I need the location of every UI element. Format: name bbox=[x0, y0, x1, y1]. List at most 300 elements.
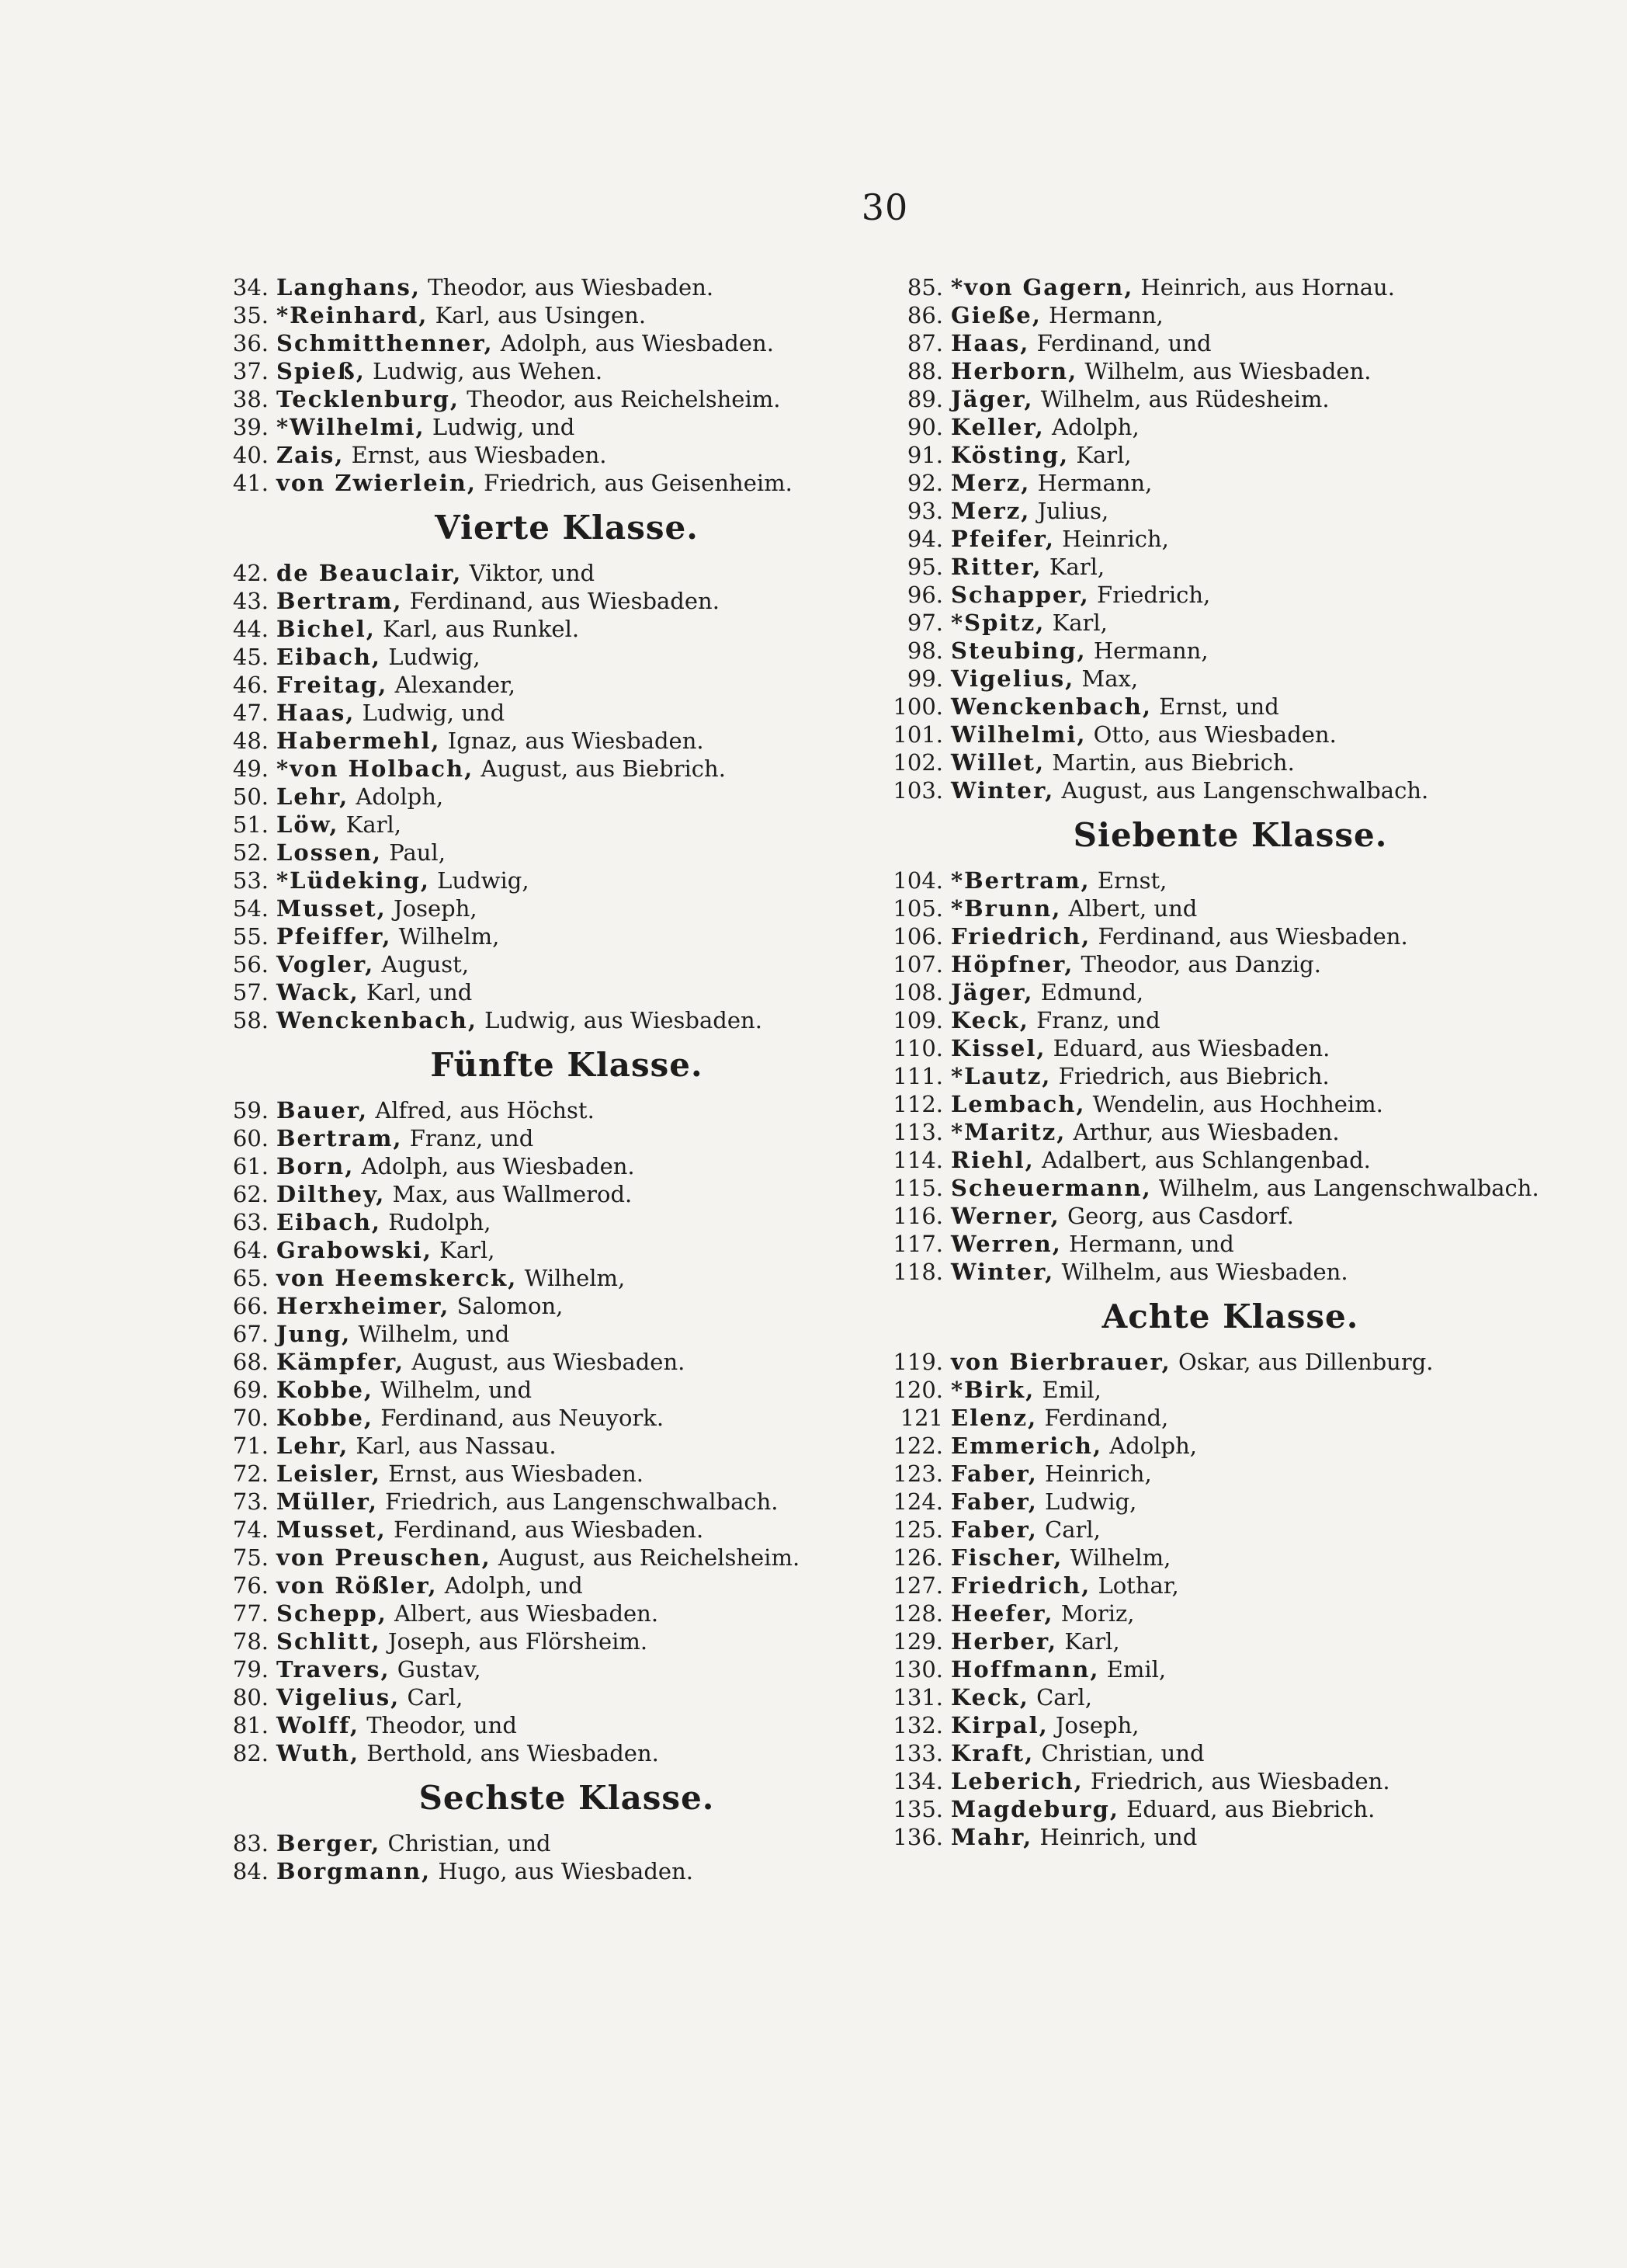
entry-number: 113. bbox=[893, 1119, 943, 1145]
student-entry bbox=[225, 1432, 908, 1460]
student-entry bbox=[225, 1096, 908, 1124]
entry-number: 77. bbox=[232, 1600, 269, 1627]
student-entry bbox=[225, 1320, 908, 1348]
entry-number: 108. bbox=[893, 979, 943, 1005]
student-entry bbox=[889, 1090, 1572, 1118]
student-details: Adalbert, aus Schlangenbad. bbox=[1034, 1147, 1371, 1173]
student-surname: Scheuermann, bbox=[951, 1175, 1152, 1201]
student-details: Wilhelm, aus Rüdesheim. bbox=[1033, 386, 1330, 412]
student-entry bbox=[225, 1599, 908, 1627]
entry-number: 64. bbox=[232, 1237, 269, 1263]
student-details: Karl, bbox=[1057, 1628, 1120, 1655]
student-surname: Bertram, bbox=[276, 588, 403, 614]
student-entry bbox=[225, 727, 908, 755]
student-entry bbox=[225, 839, 908, 867]
entry-number: 97. bbox=[907, 610, 943, 636]
student-surname: Tecklenburg, bbox=[276, 386, 460, 412]
student-surname: Keck, bbox=[951, 1007, 1029, 1033]
student-surname: Bertram, bbox=[276, 1125, 403, 1151]
entry-number: 72. bbox=[232, 1460, 269, 1487]
student-details: Hugo, aus Wiesbaden. bbox=[431, 1858, 693, 1884]
student-surname: Faber, bbox=[951, 1516, 1038, 1543]
student-surname: Eibach, bbox=[276, 644, 382, 670]
student-entry bbox=[889, 553, 1572, 581]
student-entry bbox=[889, 637, 1572, 665]
student-entry bbox=[225, 978, 908, 1006]
entry-number: 56. bbox=[232, 951, 269, 978]
student-surname: Leberich, bbox=[951, 1768, 1084, 1794]
student-details: Lothar, bbox=[1091, 1572, 1179, 1599]
student-details: Ferdinand, bbox=[1037, 1405, 1169, 1431]
student-details: Otto, aus Wiesbaden. bbox=[1086, 721, 1337, 748]
student-details: Ferdinand, aus Wiesbaden. bbox=[386, 1516, 704, 1543]
entry-number: 38. bbox=[232, 386, 269, 412]
entry-number: 127. bbox=[893, 1572, 943, 1599]
entry-number: 119. bbox=[893, 1349, 943, 1375]
entry-number: 128. bbox=[893, 1600, 943, 1627]
student-entry bbox=[889, 497, 1572, 525]
student-details: Oskar, aus Dillenburg. bbox=[1171, 1349, 1434, 1375]
entry-number: 51. bbox=[232, 811, 269, 838]
entry-number: 81. bbox=[232, 1712, 269, 1738]
student-entry bbox=[889, 1146, 1572, 1174]
student-details: August, aus Wiesbaden. bbox=[404, 1349, 685, 1375]
entry-number: 107. bbox=[893, 951, 943, 978]
student-details: Hermann, und bbox=[1061, 1231, 1234, 1257]
entry-number: 74. bbox=[232, 1516, 269, 1543]
entry-number: 123. bbox=[893, 1460, 943, 1487]
student-entry bbox=[889, 1599, 1572, 1627]
student-entry bbox=[225, 894, 908, 922]
student-entry bbox=[889, 1202, 1572, 1230]
student-entry bbox=[889, 329, 1572, 357]
entry-number: 86. bbox=[907, 302, 943, 328]
entry-number: 95. bbox=[907, 554, 943, 580]
student-entry bbox=[889, 665, 1572, 693]
student-surname: Keller, bbox=[951, 414, 1045, 440]
entry-number: 68. bbox=[232, 1349, 269, 1375]
student-entry bbox=[889, 1460, 1572, 1488]
student-details: Eduard, aus Wiesbaden. bbox=[1046, 1035, 1330, 1061]
entry-number: 39. bbox=[232, 414, 269, 440]
entry-number: 114. bbox=[893, 1147, 943, 1173]
student-entry bbox=[889, 609, 1572, 637]
entry-number: 67. bbox=[232, 1321, 269, 1347]
entry-number: 116. bbox=[893, 1203, 943, 1229]
student-details: Ludwig, aus Wiesbaden. bbox=[477, 1007, 762, 1033]
student-entry bbox=[889, 1006, 1572, 1034]
student-details: Ernst, aus Wiesbaden. bbox=[380, 1460, 644, 1487]
student-entry bbox=[889, 748, 1572, 776]
entry-number: 89. bbox=[907, 386, 943, 412]
student-details: Franz, und bbox=[1029, 1007, 1160, 1033]
student-surname: Borgmann, bbox=[276, 1858, 432, 1884]
student-entry bbox=[225, 329, 908, 357]
student-surname: de Beauclair, bbox=[276, 560, 463, 586]
right-column bbox=[889, 273, 1572, 1851]
student-details: Ludwig, bbox=[381, 644, 480, 670]
student-surname: Mahr, bbox=[951, 1824, 1033, 1850]
student-surname: Lehr, bbox=[276, 1433, 349, 1459]
student-entry bbox=[889, 1767, 1572, 1795]
student-details: Adolph, bbox=[1044, 414, 1140, 440]
entry-number: 55. bbox=[232, 923, 269, 950]
student-entry bbox=[225, 273, 908, 301]
student-details: Edmund, bbox=[1033, 979, 1144, 1005]
student-entry bbox=[889, 1627, 1572, 1655]
student-entry bbox=[889, 950, 1572, 978]
entry-number: 40. bbox=[232, 442, 269, 468]
student-details: Wilhelm, aus Wiesbaden. bbox=[1054, 1259, 1348, 1285]
student-details: Karl, aus Runkel. bbox=[375, 616, 580, 642]
entry-number: 104. bbox=[893, 867, 943, 894]
entry-number: 37. bbox=[232, 358, 269, 384]
student-surname: Berger, bbox=[276, 1830, 381, 1856]
student-surname: von Rößler, bbox=[276, 1572, 438, 1599]
student-surname: von Heemskerck, bbox=[276, 1265, 518, 1291]
student-entry bbox=[225, 469, 908, 497]
entry-number: 85. bbox=[907, 274, 943, 300]
student-entry bbox=[225, 615, 908, 643]
entry-number: 90. bbox=[907, 414, 943, 440]
student-surname: *Wilhelmi, bbox=[276, 414, 425, 440]
student-details: Franz, und bbox=[402, 1125, 534, 1151]
page-number: 30 bbox=[861, 186, 909, 228]
student-surname: Kobbe, bbox=[276, 1377, 374, 1403]
student-entry bbox=[225, 1404, 908, 1432]
student-entry bbox=[225, 1857, 908, 1885]
student-details: Karl, bbox=[1045, 610, 1108, 636]
entry-number: 49. bbox=[232, 755, 269, 782]
student-entry bbox=[225, 357, 908, 385]
student-details: Karl, bbox=[1069, 442, 1132, 468]
student-surname: Kraft, bbox=[951, 1740, 1035, 1766]
student-surname: Heefer, bbox=[951, 1600, 1054, 1627]
student-details: Karl, und bbox=[359, 979, 473, 1005]
student-surname: Zais, bbox=[276, 442, 345, 468]
student-entry bbox=[889, 867, 1572, 894]
student-surname: Fischer, bbox=[951, 1544, 1063, 1571]
student-surname: Leisler, bbox=[276, 1460, 381, 1487]
student-entry bbox=[889, 776, 1572, 804]
entry-number: 34. bbox=[232, 274, 269, 300]
entry-number: 98. bbox=[907, 637, 943, 664]
entry-number: 131. bbox=[893, 1684, 943, 1711]
student-surname: *Lüdeking, bbox=[276, 867, 430, 894]
student-details: Friedrich, aus Langenschwalbach. bbox=[377, 1488, 779, 1515]
student-surname: Vogler, bbox=[276, 951, 375, 978]
student-details: Emil, bbox=[1099, 1656, 1167, 1683]
student-surname: Bauer, bbox=[276, 1097, 369, 1124]
student-surname: *Lautz, bbox=[951, 1063, 1052, 1089]
student-entry bbox=[889, 1034, 1572, 1062]
entry-number: 83. bbox=[232, 1830, 269, 1856]
student-entry bbox=[889, 721, 1572, 748]
student-entry bbox=[225, 1488, 908, 1516]
student-entry bbox=[225, 1208, 908, 1236]
student-entry bbox=[225, 559, 908, 587]
entry-number: 136. bbox=[893, 1824, 943, 1850]
student-entry bbox=[225, 1655, 908, 1683]
entry-number: 117. bbox=[893, 1231, 943, 1257]
student-surname: *von Gagern, bbox=[951, 274, 1134, 300]
student-surname: Faber, bbox=[951, 1488, 1038, 1515]
student-entry bbox=[225, 1711, 908, 1739]
student-details: Ludwig, bbox=[429, 867, 529, 894]
student-details: Friedrich, aus Wiesbaden. bbox=[1083, 1768, 1390, 1794]
student-details: Heinrich, bbox=[1054, 526, 1169, 552]
student-entry bbox=[889, 1655, 1572, 1683]
student-details: Theodor, aus Wiesbaden. bbox=[420, 274, 714, 300]
entry-number: 88. bbox=[907, 358, 943, 384]
student-surname: Löw, bbox=[276, 811, 339, 838]
student-entry bbox=[889, 978, 1572, 1006]
student-details: Ludwig, und bbox=[355, 700, 505, 726]
student-entry bbox=[889, 693, 1572, 721]
student-details: August, bbox=[374, 951, 470, 978]
student-surname: von Preuschen, bbox=[276, 1544, 491, 1571]
student-surname: Travers, bbox=[276, 1656, 390, 1683]
student-entry bbox=[889, 525, 1572, 553]
student-details: Theodor, aus Reichelsheim. bbox=[460, 386, 781, 412]
student-entry bbox=[889, 1572, 1572, 1599]
entry-number: 73. bbox=[232, 1488, 269, 1515]
student-entry bbox=[889, 1376, 1572, 1404]
student-entry bbox=[889, 1544, 1572, 1572]
entry-number: 60. bbox=[232, 1125, 269, 1151]
student-details: Max, aus Wallmerod. bbox=[385, 1181, 633, 1207]
student-details: Moriz, bbox=[1053, 1600, 1135, 1627]
student-details: Ignaz, aus Wiesbaden. bbox=[440, 728, 704, 754]
student-details: Theodor, und bbox=[359, 1712, 517, 1738]
student-surname: Jäger, bbox=[951, 386, 1034, 412]
student-surname: Keck, bbox=[951, 1684, 1029, 1711]
student-details: Karl, aus Nassau. bbox=[349, 1433, 557, 1459]
entry-number: 96. bbox=[907, 582, 943, 608]
student-surname: Emmerich, bbox=[951, 1433, 1103, 1459]
left-column bbox=[225, 273, 908, 1885]
student-details: August, aus Langenschwalbach. bbox=[1054, 777, 1429, 804]
entry-number: 35. bbox=[232, 302, 269, 328]
entry-number: 112. bbox=[893, 1091, 943, 1117]
student-entry bbox=[225, 1292, 908, 1320]
entry-number: 65. bbox=[232, 1265, 269, 1291]
student-entry bbox=[225, 587, 908, 615]
student-details: Julius, bbox=[1030, 498, 1109, 524]
student-surname: Jung, bbox=[276, 1321, 352, 1347]
student-details: Alexander, bbox=[387, 672, 515, 698]
student-surname: Werner, bbox=[951, 1203, 1060, 1229]
student-entry bbox=[225, 1683, 908, 1711]
entry-number: 75. bbox=[232, 1544, 269, 1571]
student-entry bbox=[889, 1230, 1572, 1258]
entry-number: 78. bbox=[232, 1628, 269, 1655]
student-entry bbox=[889, 413, 1572, 441]
student-details: Heinrich, aus Hornau. bbox=[1133, 274, 1395, 300]
entry-number: 66. bbox=[232, 1293, 269, 1319]
student-surname: Haas, bbox=[951, 330, 1030, 356]
student-details: August, aus Reichelsheim. bbox=[491, 1544, 800, 1571]
student-entry bbox=[225, 922, 908, 950]
entry-number: 134. bbox=[893, 1768, 943, 1794]
student-entry bbox=[889, 1062, 1572, 1090]
entry-number: 110. bbox=[893, 1035, 943, 1061]
student-entry bbox=[225, 1348, 908, 1376]
student-details: Wendelin, aus Hochheim. bbox=[1085, 1091, 1383, 1117]
student-surname: Lembach, bbox=[951, 1091, 1086, 1117]
student-details: Gustav, bbox=[390, 1656, 481, 1683]
class-heading: Fünfte Klasse. bbox=[430, 1046, 703, 1084]
entry-number: 63. bbox=[232, 1209, 269, 1235]
entry-number: 105. bbox=[893, 895, 943, 922]
student-details: Adolph, bbox=[1102, 1433, 1197, 1459]
entry-number: 41. bbox=[232, 470, 269, 496]
student-surname: Merz, bbox=[951, 470, 1031, 496]
student-entry bbox=[225, 950, 908, 978]
student-entry bbox=[225, 811, 908, 839]
entry-number: 54. bbox=[232, 895, 269, 922]
student-details: Paul, bbox=[382, 839, 446, 866]
student-details: Adolph, aus Wiesbaden. bbox=[354, 1153, 635, 1179]
entry-number: 111. bbox=[893, 1063, 943, 1089]
student-surname: Dilthey, bbox=[276, 1181, 386, 1207]
student-entry bbox=[225, 441, 908, 469]
entry-number: 93. bbox=[907, 498, 943, 524]
student-surname: Faber, bbox=[951, 1460, 1038, 1487]
student-surname: Steubing, bbox=[951, 637, 1087, 664]
entry-number: 43. bbox=[232, 588, 269, 614]
student-entry bbox=[225, 671, 908, 699]
entry-number: 125. bbox=[893, 1516, 943, 1543]
class-heading: Vierte Klasse. bbox=[435, 509, 699, 547]
student-details: Salomon, bbox=[449, 1293, 564, 1319]
student-details: Alfred, aus Höchst. bbox=[368, 1097, 595, 1124]
student-surname: Friedrich, bbox=[951, 1572, 1091, 1599]
student-details: Karl, bbox=[432, 1237, 495, 1263]
student-surname: Winter, bbox=[951, 777, 1055, 804]
student-surname: *Birk, bbox=[951, 1377, 1036, 1403]
student-entry bbox=[889, 385, 1572, 413]
student-surname: Wuth, bbox=[276, 1740, 360, 1766]
student-details: Ferdinand, aus Wiesbaden. bbox=[1091, 923, 1408, 950]
entry-number: 45. bbox=[232, 644, 269, 670]
student-details: Carl, bbox=[1029, 1684, 1092, 1711]
entry-number: 135. bbox=[893, 1796, 943, 1822]
student-details: Ernst, und bbox=[1151, 693, 1279, 720]
entry-number: 92. bbox=[907, 470, 943, 496]
student-entry bbox=[225, 1264, 908, 1292]
student-surname: Herborn, bbox=[951, 358, 1078, 384]
entry-number: 48. bbox=[232, 728, 269, 754]
student-surname: Müller, bbox=[276, 1488, 378, 1515]
student-entry bbox=[225, 1739, 908, 1767]
student-surname: Wilhelmi, bbox=[951, 721, 1087, 748]
entry-number: 36. bbox=[232, 330, 269, 356]
student-entry bbox=[225, 1829, 908, 1857]
student-surname: Winter, bbox=[951, 1259, 1055, 1285]
student-surname: Riehl, bbox=[951, 1147, 1035, 1173]
student-surname: Herber, bbox=[951, 1628, 1058, 1655]
student-surname: Musset, bbox=[276, 1516, 387, 1543]
student-surname: Hoffmann, bbox=[951, 1656, 1100, 1683]
student-details: Martin, aus Biebrich. bbox=[1045, 749, 1295, 776]
student-entry bbox=[889, 1711, 1572, 1739]
entry-number: 82. bbox=[232, 1740, 269, 1766]
student-surname: Langhans, bbox=[276, 274, 421, 300]
student-details: Albert, und bbox=[1061, 895, 1198, 922]
student-entry bbox=[225, 1124, 908, 1152]
student-details: Joseph, aus Flörsheim. bbox=[380, 1628, 648, 1655]
student-surname: Pfeiffer, bbox=[276, 923, 392, 950]
student-surname: Vigelius, bbox=[951, 665, 1075, 692]
student-entry bbox=[889, 1258, 1572, 1286]
student-surname: Kösting, bbox=[951, 442, 1070, 468]
entry-number: 129. bbox=[893, 1628, 943, 1655]
student-details: Wilhelm, bbox=[1063, 1544, 1171, 1571]
entry-number: 59. bbox=[232, 1097, 269, 1124]
entry-number: 61. bbox=[232, 1153, 269, 1179]
student-surname: Lehr, bbox=[276, 783, 349, 810]
student-surname: *Reinhard, bbox=[276, 302, 428, 328]
student-surname: Spieß, bbox=[276, 358, 366, 384]
student-entry bbox=[889, 1739, 1572, 1767]
entry-number: 124. bbox=[893, 1488, 943, 1515]
student-surname: Eibach, bbox=[276, 1209, 382, 1235]
student-entry bbox=[225, 867, 908, 894]
student-surname: Haas, bbox=[276, 700, 356, 726]
student-details: Georg, aus Casdorf. bbox=[1060, 1203, 1294, 1229]
entry-number: 69. bbox=[232, 1377, 269, 1403]
entry-number: 46. bbox=[232, 672, 269, 698]
student-details: Ernst, aus Wiesbaden. bbox=[344, 442, 607, 468]
entry-number: 102. bbox=[893, 749, 943, 776]
entry-number: 101. bbox=[893, 721, 943, 748]
student-surname: Kobbe, bbox=[276, 1405, 374, 1431]
student-surname: Elenz, bbox=[951, 1405, 1038, 1431]
student-surname: *Spitz, bbox=[951, 610, 1046, 636]
student-details: Carl, bbox=[400, 1684, 463, 1711]
student-details: Heinrich, bbox=[1037, 1460, 1152, 1487]
student-surname: Werren, bbox=[951, 1231, 1062, 1257]
student-surname: Born, bbox=[276, 1153, 355, 1179]
student-entry bbox=[889, 1683, 1572, 1711]
student-surname: Magdeburg, bbox=[951, 1796, 1119, 1822]
student-details: Joseph, bbox=[386, 895, 477, 922]
student-surname: Wenckenbach, bbox=[951, 693, 1152, 720]
student-entry bbox=[889, 1488, 1572, 1516]
student-details: Christian, und bbox=[1034, 1740, 1205, 1766]
student-surname: Schepp, bbox=[276, 1600, 387, 1627]
student-details: Friedrich, bbox=[1089, 582, 1211, 608]
student-entry bbox=[889, 1348, 1572, 1376]
entry-number: 44. bbox=[232, 616, 269, 642]
student-details: Hermann, bbox=[1030, 470, 1153, 496]
student-details: Ludwig, aus Wehen. bbox=[365, 358, 603, 384]
student-details: Theodor, aus Danzig. bbox=[1074, 951, 1321, 978]
student-entry bbox=[225, 1180, 908, 1208]
student-surname: Kirpal, bbox=[951, 1712, 1049, 1738]
student-entry bbox=[889, 1404, 1572, 1432]
student-details: Ferdinand, aus Wiesbaden. bbox=[402, 588, 720, 614]
student-entry bbox=[889, 581, 1572, 609]
student-surname: Habermehl, bbox=[276, 728, 441, 754]
entry-number: 71. bbox=[232, 1433, 269, 1459]
student-entry bbox=[889, 469, 1572, 497]
student-details: Friedrich, aus Geisenheim. bbox=[476, 470, 793, 496]
entry-number: 42. bbox=[232, 560, 269, 586]
student-details: Wilhelm, bbox=[517, 1265, 626, 1291]
student-details: Albert, aus Wiesbaden. bbox=[387, 1600, 659, 1627]
